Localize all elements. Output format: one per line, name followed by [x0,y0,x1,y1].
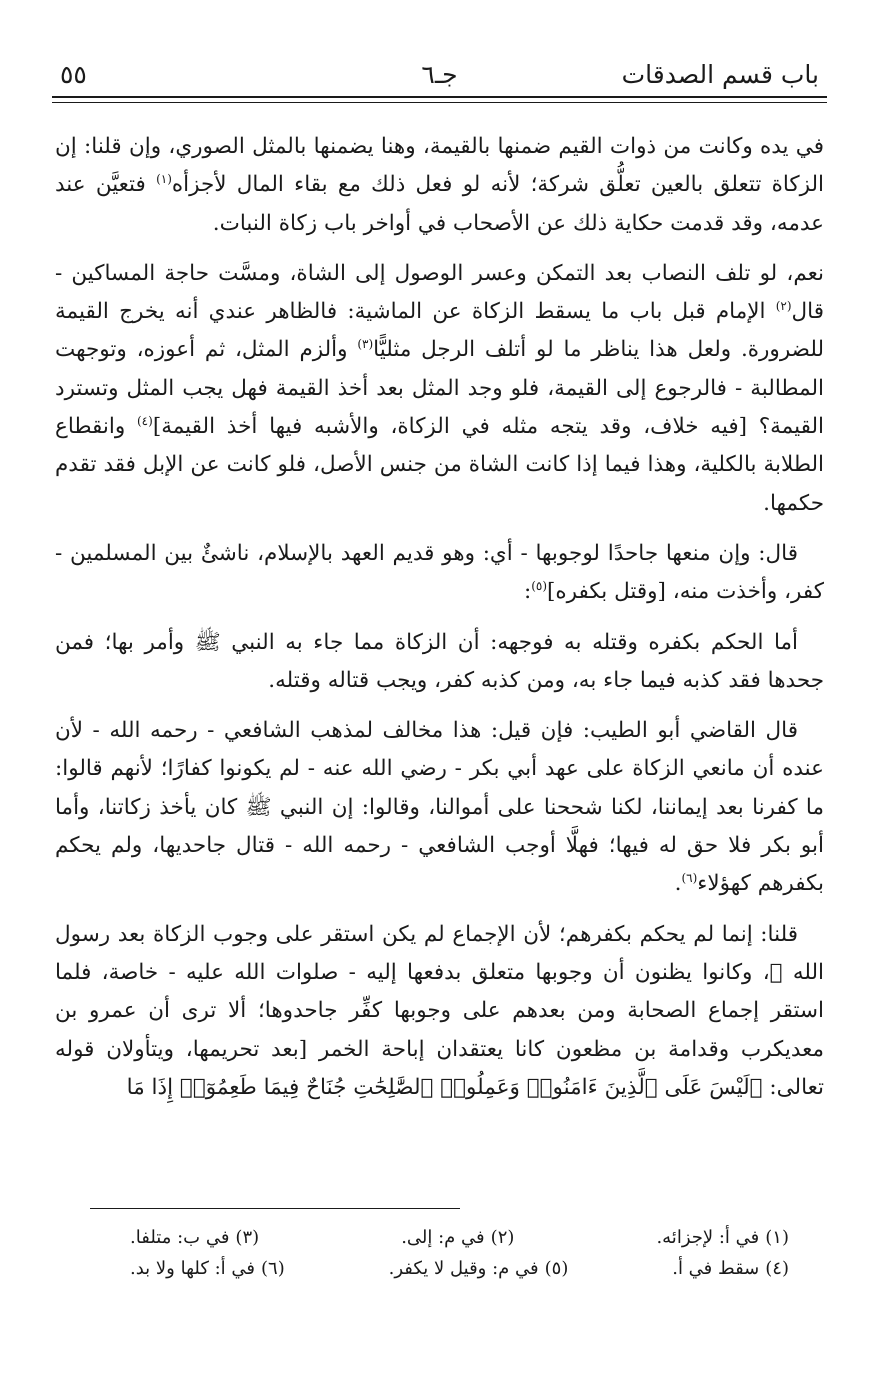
paragraph-2 [55,255,824,523]
paragraph-3 [55,535,824,612]
footnote-number: (١) [765,1227,789,1248]
footnote-4 [672,1253,789,1284]
text-run: : [523,579,532,605]
text-run: . [674,871,682,897]
footnote-row [130,1253,789,1284]
paragraph-5 [55,712,824,903]
text-run: في يده وكانت من ذوات القيم ضمنها بالقيمة، وهنا يضمنها بالمثل الصوري، وإن قلنا: إن الزكاة تتعلق بالعين تعلُّق شركة؛ لأنه لو فعل ذلك مع بقاء المال لأجزأه [55,134,825,198]
footnote-3 [130,1222,259,1253]
footnote-1 [656,1222,789,1253]
page-number: ٥٥ [60,60,87,89]
paragraph-6: قلنا: إنما لم يحكم بكفرهم؛ لأن الإجماع لم يكن استقر على وجوب الزكاة بعد رسول الله ﷺ، وكانوا يظنون أن وجوبها متعلق بدفعها إليه - صلوات الله عليه - خاصة، فلما استقر إجماع الصحابة ومن بعدهم على وجوبها كفِّر جاحدوها؛ ألا ترى أن عمرو بن معديكرب وقدامة بن مظعون كانا يعتقدان إباحة الخمر [بعد تحريمها، ويتأولان قوله تعالى: ﴿لَيْسَ عَلَى ٱلَّذِينَ ءَامَنُوا۟ وَعَمِلُوا۟ ٱلصَّٰلِحَٰتِ جُنَاحٌ فِيمَا طَعِمُوٓا۟ إِذَا مَا [55,921,824,1100]
footnote-ref-1: (١) [156,172,172,187]
footnote-text: في أ: كلها ولا بد. [130,1258,256,1279]
footnote-text: في م: وقيل لا يكفر. [388,1258,539,1279]
header-rule-thin [52,102,827,103]
footnote-number: (٣) [235,1227,260,1248]
footnote-number: (٤) [765,1258,789,1279]
footnote-separator [90,1208,460,1209]
header-rule-thick [52,96,827,98]
text-run: قال: وإن منعها جاحدًا لوجوبها - أي: وهو قديم العهد بالإسلام، ناشئٌ بين المسلمين - كفر، وأخذت منه، [وقتل بكفره] [55,540,824,605]
paragraph-1 [55,128,824,243]
footnote-text: في أ: لإجزائه. [656,1227,760,1248]
main-text [55,128,824,1119]
text-run: فتعيَّن عند عدمه، وقد قدمت حكاية ذلك عن الأصحاب في أواخر باب زكاة النبات. [55,172,824,236]
footnote-ref-4: (٤) [136,413,153,428]
footnote-text: سقط في أ. [672,1258,760,1279]
footnote-ref-6: (٦) [681,871,698,886]
footnote-ref-3: (٣) [357,337,374,352]
footnote-number: (٦) [261,1258,285,1279]
text-run: نعم، لو تلف النصاب بعد التمكن وعسر الوصول إلى الشاة، ومسَّت حاجة المساكين - قال [55,260,824,325]
text-run: وألزم المثل، ثم أعوزه، وتوجهت المطالبة - فالرجوع إلى القيمة، فلو وجد المثل بعد أخذ القيمة فهل يجب المثل وتسترد القيمة؟ [فيه خلاف، وقد يتجه مثله في الزكاة، والأشبه فيها أخذ القيمة] [55,337,824,440]
running-title: باب قسم الصدقات [621,60,819,89]
text-run: وانقطاع الطلابة بالكلية، وهذا فيما إذا كانت الشاة من جنس الأصل، فلو كانت عن الإبل فقد تقدم حكمها. [55,414,824,516]
footnote-2 [401,1222,514,1253]
volume-number: جـ٦ [421,60,458,89]
footnote-6 [130,1253,285,1284]
footnote-number: (٢) [490,1227,515,1248]
footnote-text: في م: إلى. [401,1227,485,1248]
footnote-ref-2: (٢) [775,299,792,314]
paragraph-4: أما الحكم بكفره وقتله به فوجهه: أن الزكاة مما جاء به النبي ﷺ وأمر بها؛ فمن جحدها فقد كذبه فيما جاء به، ومن كذبه كفر، ويجب قتاله وقتله. [55,629,824,693]
page-header [52,58,827,98]
footnote-number: (٥) [544,1258,569,1279]
footnotes [130,1222,789,1284]
text-run: الإمام قبل باب ما يسقط الزكاة عن الماشية: فالظاهر عندي أنه يخرج القيمة للضرورة. ولعل هذا يناظر ما لو أتلف الرجل مثليًّا [55,299,824,363]
text-run: قال القاضي أبو الطيب: فإن قيل: هذا مخالف لمذهب الشافعي - رحمه الله - لأن عنده أن مانعي الزكاة على عهد أبي بكر - رضي الله عنه - لم يكونوا كفارًا؛ لأنهم قالوا: ما كفرنا بعد إيماننا، لكنا شححنا على أموالنا، وقالوا: إن النبي ﷺ كان يأخذ زكاتنا، وأما أبو بكر فلا حق له فيها؛ فهلَّا أوجب الشافعي - رحمه الله - قتال جاحديها، ولم يحكم بكفرهم كهؤلاء [55,718,824,897]
footnote-ref-5: (٥) [531,579,548,594]
footnote-text: في ب: متلفا. [130,1227,230,1248]
footnote-row [130,1222,789,1253]
footnote-5 [389,1253,569,1284]
